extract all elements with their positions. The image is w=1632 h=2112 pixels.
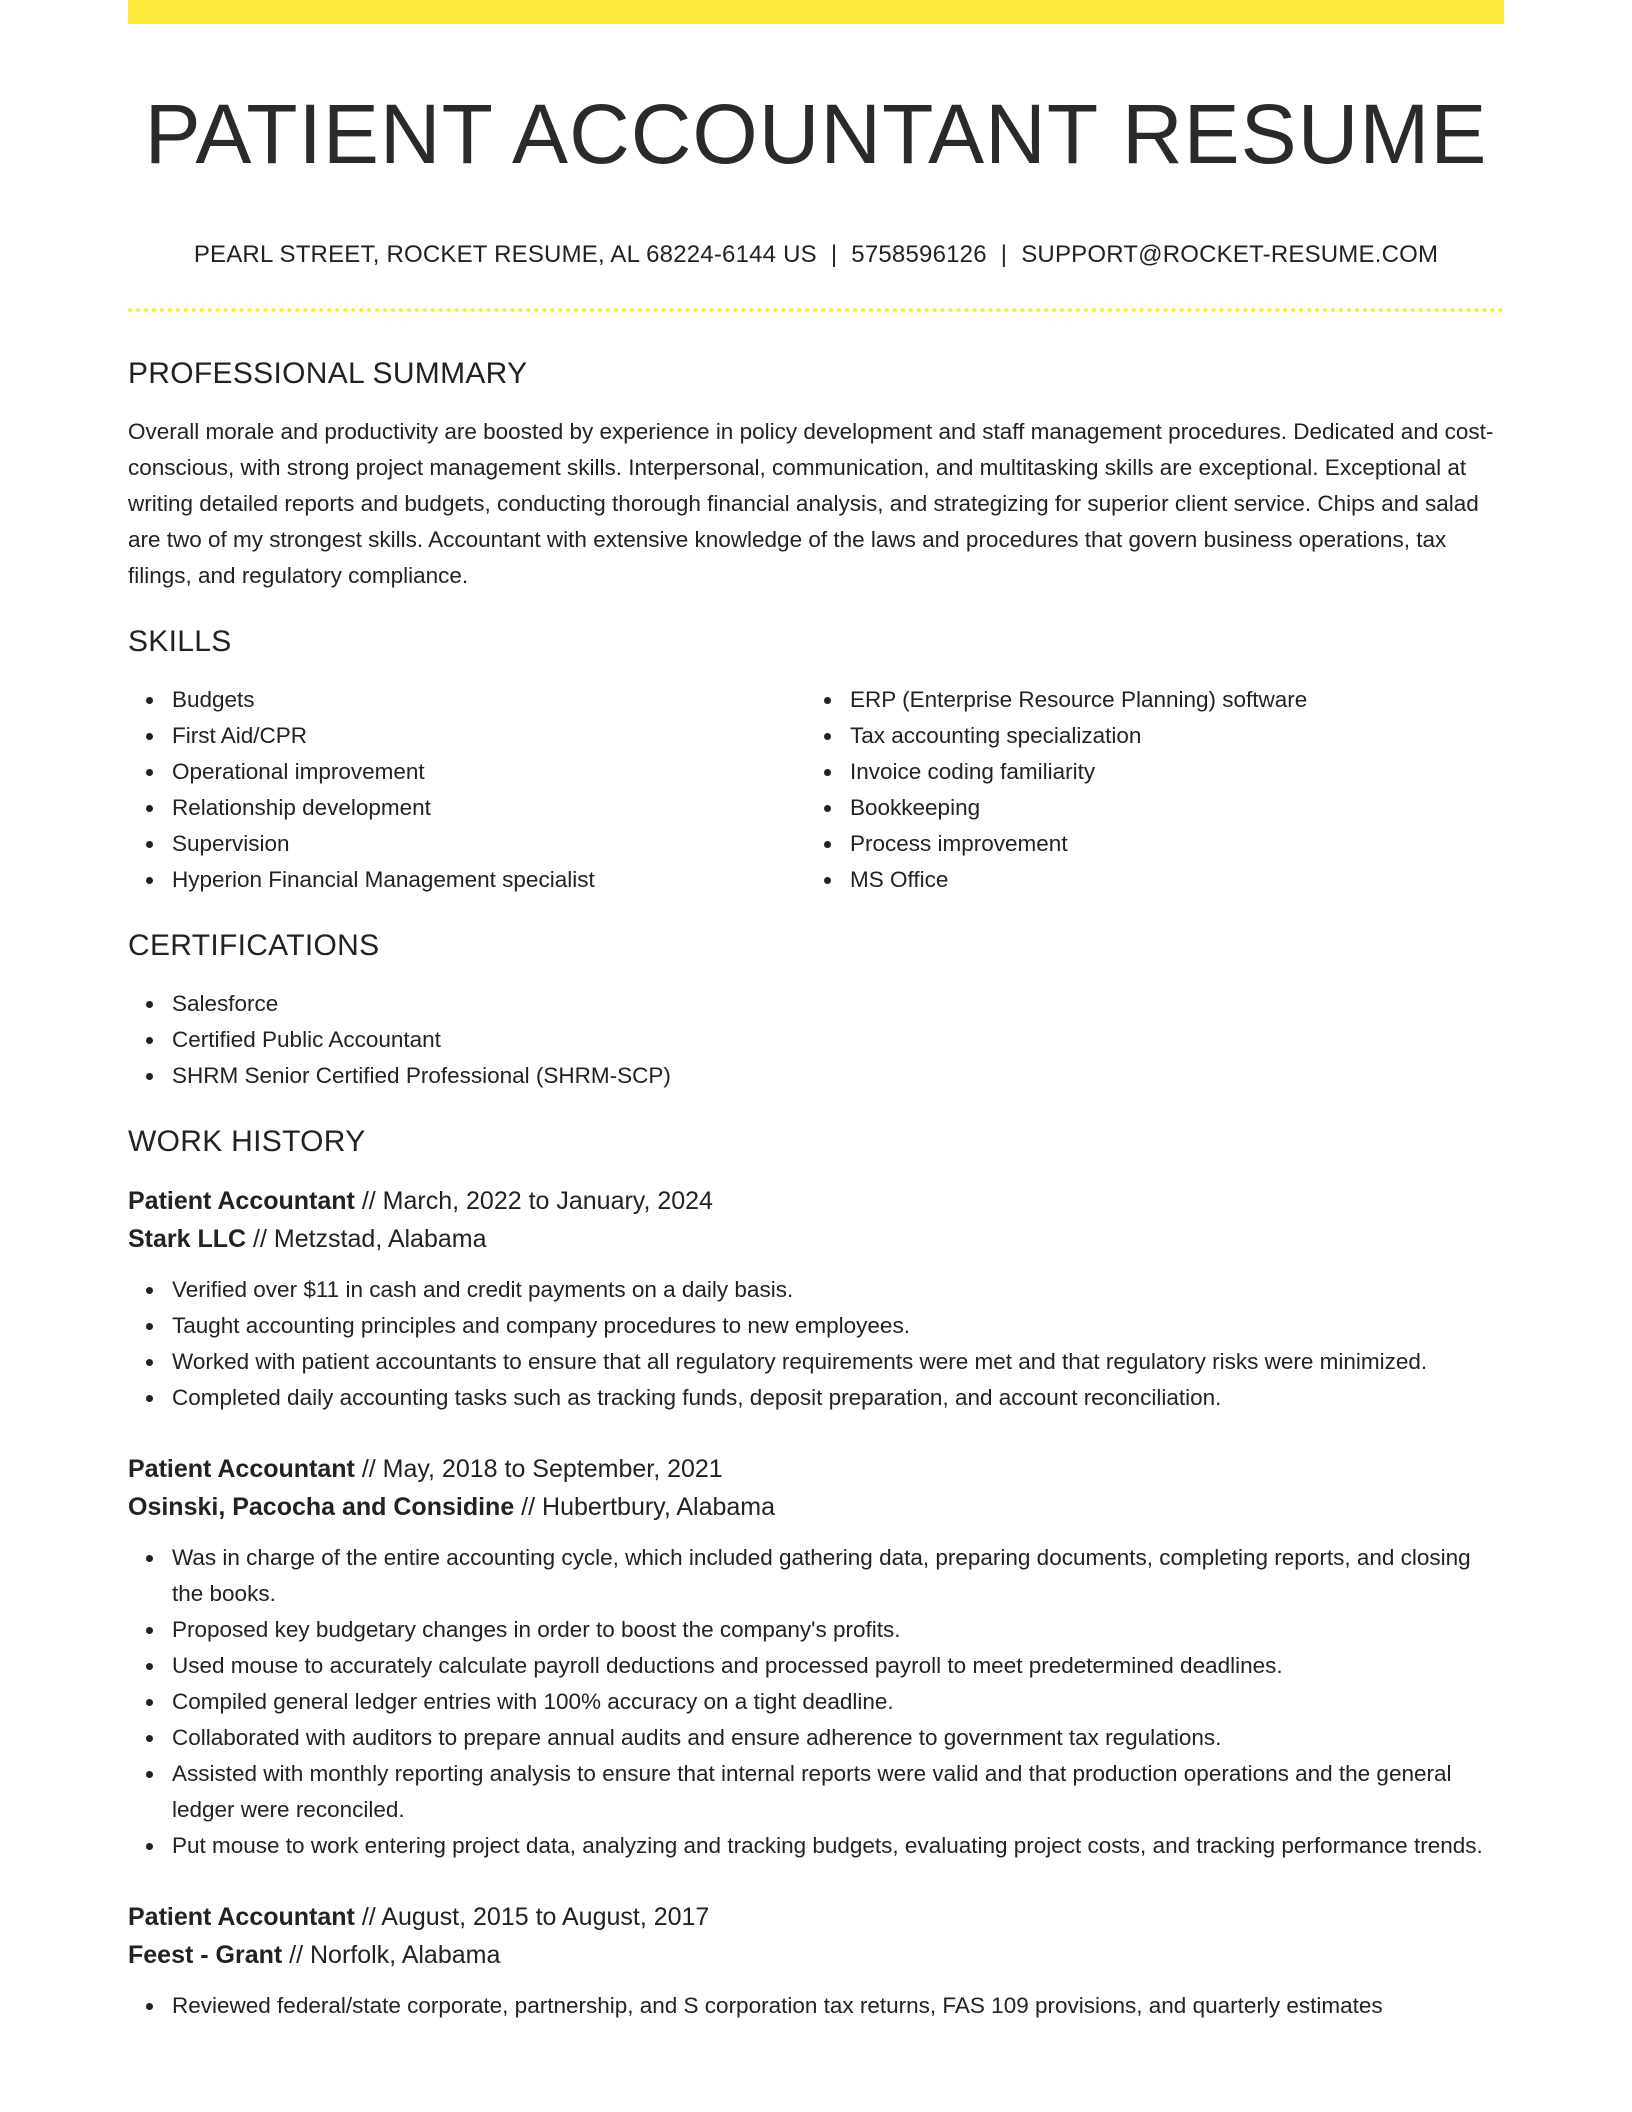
job-company-line (128, 1220, 1504, 1258)
job-bullet: Collaborated with auditors to prepare annual audits and ensure adherence to government tax regulations. (172, 1720, 1504, 1756)
contact-separator: | (1000, 241, 1008, 268)
skill-item: ERP (Enterprise Resource Planning) software (850, 682, 1484, 718)
dotted-divider (128, 308, 1504, 312)
skill-item: MS Office (850, 862, 1484, 898)
job-bullet-list (128, 1540, 1504, 1864)
contact-address: PEARL STREET, ROCKET RESUME, AL 68224-6144 US (193, 241, 817, 268)
job-title: Patient Accountant (128, 1455, 355, 1483)
job-title-line (128, 1898, 1504, 1936)
accent-top-bar (128, 0, 1504, 24)
job-bullet: Put mouse to work entering project data, analyzing and tracking budgets, evaluating project costs, and tracking performance trends. (172, 1828, 1504, 1864)
contact-line (128, 240, 1504, 270)
skill-item: Relationship development (172, 790, 806, 826)
skills-heading: SKILLS (128, 625, 232, 658)
certification-item: SHRM Senior Certified Professional (SHRM-SCP) (172, 1058, 1504, 1094)
skill-item: Process improvement (850, 826, 1484, 862)
job-entry (128, 1898, 1504, 2024)
contact-email: SUPPORT@ROCKET-RESUME.COM (1021, 241, 1439, 268)
job-location: // Metzstad, Alabama (253, 1225, 487, 1253)
job-dates: // May, 2018 to September, 2021 (361, 1455, 723, 1483)
job-company-line (128, 1488, 1504, 1526)
skills-grid (128, 682, 1504, 898)
job-bullet: Worked with patient accountants to ensure that all regulatory requirements were met and that regulatory risks were minimized. (172, 1344, 1504, 1380)
job-company: Stark LLC (128, 1225, 247, 1253)
job-dates: // March, 2022 to January, 2024 (361, 1187, 713, 1215)
work-history-heading: WORK HISTORY (128, 1125, 366, 1158)
certification-item: Salesforce (172, 986, 1504, 1022)
job-title-line (128, 1182, 1504, 1220)
job-bullet: Compiled general ledger entries with 100% accuracy on a tight deadline. (172, 1684, 1504, 1720)
job-entry (128, 1182, 1504, 1416)
job-bullet: Proposed key budgetary changes in order to boost the company's profits. (172, 1612, 1504, 1648)
job-bullet: Taught accounting principles and company procedures to new employees. (172, 1308, 1504, 1344)
job-bullet: Reviewed federal/state corporate, partnership, and S corporation tax returns, FAS 109 provisions, and quarterly estimates (172, 1988, 1504, 2024)
skills-column-right (806, 682, 1484, 898)
skills-column-left (128, 682, 806, 898)
job-title: Patient Accountant (128, 1187, 355, 1215)
summary-heading: PROFESSIONAL SUMMARY (128, 357, 528, 390)
job-bullet: Assisted with monthly reporting analysis to ensure that internal reports were valid and that production operations and the general ledger were reconciled. (172, 1756, 1504, 1828)
skill-item: Hyperion Financial Management specialist (172, 862, 806, 898)
certification-item: Certified Public Accountant (172, 1022, 1504, 1058)
job-bullet: Was in charge of the entire accounting cycle, which included gathering data, preparing documents, completing reports, and closing the books. (172, 1540, 1504, 1612)
certifications-list (128, 986, 1504, 1094)
job-location: // Norfolk, Alabama (289, 1941, 501, 1969)
job-bullet-list (128, 1272, 1504, 1416)
summary-text: Overall morale and productivity are boosted by experience in policy development and staff management procedures. Dedicated and cost-conscious, with strong project management skills. Interpersonal, communication, and multitasking skills are exceptional. Exceptional at writing detailed reports and budgets, conducting thorough financial analysis, and strategizing for superior client service. Chips and salad are two of my strongest skills. Accountant with extensive knowledge of the laws and procedures that govern business operations, tax filings, and regulatory compliance. (128, 419, 1494, 588)
job-location: // Hubertbury, Alabama (521, 1493, 776, 1521)
job-company: Feest - Grant (128, 1941, 283, 1969)
job-bullet: Used mouse to accurately calculate payroll deductions and processed payroll to meet predetermined deadlines. (172, 1648, 1504, 1684)
job-bullet: Verified over $11 in cash and credit payments on a daily basis. (172, 1272, 1504, 1308)
resume-title: PATIENT ACCOUNTANT RESUME (144, 87, 1488, 181)
contact-phone: 5758596126 (851, 241, 987, 268)
job-entry (128, 1450, 1504, 1864)
skills-list-left (172, 682, 806, 898)
skill-item: First Aid/CPR (172, 718, 806, 754)
job-bullet-list (128, 1988, 1504, 2024)
job-bullet: Completed daily accounting tasks such as tracking funds, deposit preparation, and account reconciliation. (172, 1380, 1504, 1416)
certifications-heading: CERTIFICATIONS (128, 929, 380, 962)
skill-item: Operational improvement (172, 754, 806, 790)
skills-list-right (850, 682, 1484, 898)
job-company: Osinski, Pacocha and Considine (128, 1493, 515, 1521)
job-title: Patient Accountant (128, 1903, 355, 1931)
contact-separator: | (830, 241, 838, 268)
skill-item: Tax accounting specialization (850, 718, 1484, 754)
resume-page (128, 0, 1504, 2024)
skill-item: Budgets (172, 682, 806, 718)
job-dates: // August, 2015 to August, 2017 (361, 1903, 710, 1931)
job-company-line (128, 1936, 1504, 1974)
skill-item: Invoice coding familiarity (850, 754, 1484, 790)
skill-item: Supervision (172, 826, 806, 862)
job-title-line (128, 1450, 1504, 1488)
skill-item: Bookkeeping (850, 790, 1484, 826)
